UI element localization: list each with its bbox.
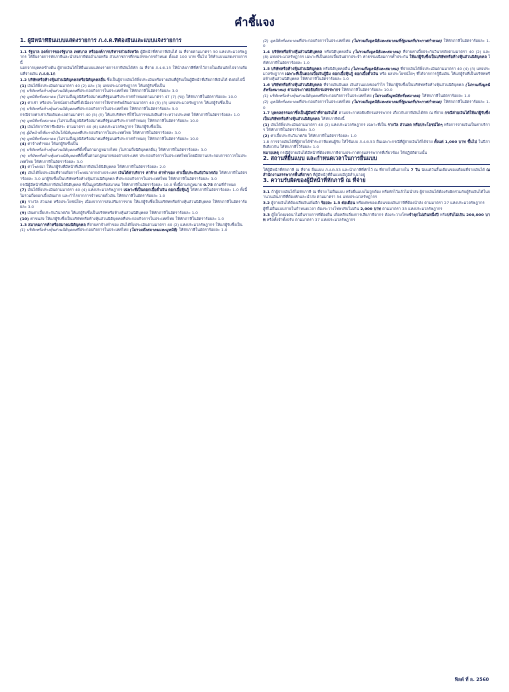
paragraph (20, 170, 247, 181)
text-run: (9) (20, 209, 28, 215)
text-run: ค่าเบี้ยประกันวินาศภัย ให้หักภาษีในอัตราร้อยละ 1.0 (270, 132, 357, 138)
text-run: ณ สำนักงานสรรพากรพื้นที่สาขา (263, 166, 490, 178)
paragraph (263, 38, 490, 49)
right-column (263, 38, 490, 668)
paragraph (263, 200, 490, 205)
text-run: นอกจากบุคคลข้างต้น ผู้จ่ายเงินได้ให้ยื่นแบบแสดงรายการภาษีเงินได้หัก ณ ที่จ่าย ภ.ง.ด.1ก ให้นำส่งภาษีที่หักไว้ภายในเดือนถัดไปจากเดือนที่จ่ายเงิน (20, 65, 247, 76)
paragraph (20, 216, 247, 221)
text-run: กรณีผู้มีหน้าที่เสียภาษีเงินได้นิติบุคคล ที่เป็นมูลนิธิหรือสมาคม ให้หักภาษีในอัตราร้อยละ 10.0 ทั้งนี้ตามกฎหมาย (20, 181, 203, 187)
text-run: 1.2 บริษัทหรือห้างหุ้นส่วนนิติบุคคลหรือนิติบุคคลอื่น (20, 76, 107, 82)
text-run: เงินค่าเบี้ยประกันวินาศภัย ให้แก่ผู้รับซึ่งเป็นบริษัทหรือห้างหุ้นส่วนนิติบุคคล ให้หักภาษีในอัตราร้อยละ 1.0 (27, 209, 198, 215)
paragraph (20, 77, 247, 82)
left-column (20, 38, 247, 668)
text-run: ซึ่งเป็นผู้จ่ายเงินได้พึงประเมินหรือจ่ายเงินที่ผู้รับเป็นผู้มีหน้าที่เสียภาษีเงินได้ ดังต่อไปนี้ (106, 76, 245, 82)
text-run: (2) (263, 132, 271, 138)
text-run: 3.1 (263, 188, 272, 194)
text-run: รางวัล ส่วนลด หรือประโยชน์ใดๆ (387, 121, 443, 127)
paragraph (20, 227, 247, 232)
text-run: (2) มูลนิธิหรือสมาคม (263, 99, 299, 105)
text-run: ให้หักภาษีในอัตราร้อยละ 10.0 (341, 87, 393, 93)
text-run: 0.75 (202, 181, 213, 187)
text-run: ให้หักภาษีในอัตราร้อยละ 1.0 (178, 227, 228, 233)
paragraph (20, 222, 247, 227)
text-run: หรือ (438, 211, 447, 217)
text-run: (6) (20, 170, 28, 176)
paragraph (20, 65, 247, 76)
text-run: หมายเหตุ (263, 149, 281, 155)
text-run: หรือนิติบุคคลอื่น (324, 49, 354, 55)
paragraph (263, 150, 490, 155)
text-run: (2) (20, 100, 28, 106)
text-run: (ก) บริษัทหรือห้างหุ้นส่วนนิติบุคคล (20, 88, 77, 94)
text-run: ผู้ที่ไม่ยื่นแบบภายในกำหนดเวลา ต้องระวางโทษปรับไม่เกิน (263, 206, 361, 212)
text-run: ผู้จ่ายเงินได้ต้องเสียเงินเพิ่มอีก (271, 200, 321, 206)
text-run: ที่ประกอบกิจการในประเทศไทย ให้หักภาษีในอัตราร้อยละ 3.0 (76, 88, 178, 94)
paragraph (263, 93, 490, 98)
paragraph (263, 49, 490, 65)
text-run: 7 วัน (410, 166, 420, 172)
text-run: ตามมาตรา 35 แห่งประมวลรัษฎากร (380, 206, 443, 212)
text-run: 3.3 (263, 211, 272, 217)
paragraph (263, 122, 490, 133)
paragraph (20, 147, 247, 152)
paragraph (263, 167, 490, 178)
text-run: หรือ ผลประโยชน์ใดๆ ที่ได้จากการกู้ยืมเงิน ให้แก่ผู้รับที่เป็นบริษัทหรือห้างหุ้นส่วนนิติบุคคล ให้หักภาษีในอัตราร้อยละ 1.0 (263, 70, 490, 82)
text-run: 1.3 สมาคมการค้าหรือสมาคมนิติบุคคล (20, 221, 86, 227)
paragraph (20, 88, 247, 93)
text-run: 1.6 บริษัทหรือห้างหุ้นส่วนนิติบุคคล (263, 82, 324, 88)
text-run: (ข) บริษัทหรือห้างหุ้นส่วนนิติบุคคล (20, 153, 78, 159)
paragraph (20, 187, 247, 198)
text-run: ในปีภาษีเดียวกัน ให้หักภาษีไว้ร้อยละ 1.0 (263, 138, 490, 149)
text-run: ให้หักภาษีในอัตราร้อยละ 1.0 (263, 54, 490, 65)
text-run: ให้หักภาษีในอัตราร้อยละ 1.0 ทั้งนี้ไม่รวมถึงดอกเบี้ยเงินฝาก และกำไรจากการจำหน่ายตั๋วเงิน ให้หักภาษีในอัตราร้อยละ 1.0 (20, 187, 247, 198)
text-run: ที่จ่ายค่าเบี้ยประกันวินาศภัยตามมาตรา 40 (2) และ (8) แห่งประมวลรัษฎากร เฉพาะที่เป็นดอกเบี้ยเงินฝากประจำ ค่าธรรมเนียมการค้ำประกัน (263, 49, 490, 60)
paragraph (263, 66, 490, 82)
text-run: ที่ตั้งขึ้นตามกฎหมายไทย (ไม่รวมถึงนิติบุคคลอื่น) ให้หักภาษีในอัตราร้อยละ 3.0 (76, 147, 207, 153)
text-run: รางวัล ส่วนลด หรือประโยชน์ใดๆ เนื่องจากการส่งเสริมการขาย ให้แก่ผู้รับซึ่งเป็นบริษัทหรือห้างหุ้นส่วนนิติบุคคล ให้หักภาษีในอัตราร้อยละ 3.0 (20, 198, 247, 209)
text-run: (7) (20, 187, 28, 193)
paragraph (20, 199, 247, 210)
paragraph (263, 110, 490, 121)
text-run: ที่ประกอบกิจการในประเทศไทย ให้หักภาษีในอัตราร้อยละ 5.0 (76, 106, 178, 112)
text-run: ถ้าผู้จ่ายเงินได้ไม่หักภาษี ณ ที่จ่าย ไม่ยื่นแบบ หรือยื่นแบบไม่ถูกต้อง หรือหักไว้แล้วไม่นำส่ง ผู้จ่ายเงินได้ต้องรับผิดร่วมกับผู้รับเงินได้ในจำนวนเงินภาษีที่ต้องหักและนำส่ง ตามมาตรา 54 แห่งประมวลรัษฎากร (263, 188, 490, 200)
text-run: ที่ประกอบกิจการในประเทศไทย ให้หักภาษีในอัตราร้อยละ 3.0 (79, 129, 181, 135)
text-run: เงินได้พึงประเมินที่จ่ายเพื่อการโฆษณาจากต่างประเทศ (27, 170, 119, 176)
text-run: (ก) บริษัทหรือห้างหุ้นส่วนนิติบุคคล (20, 106, 77, 112)
text-run: ให้หักภาษีในอัตราร้อยละ 1.0 (263, 99, 490, 110)
text-run: (ก) ผู้มีหน้าที่เสียภาษีเงินได้นิติบุคคล (20, 129, 80, 135)
text-run: (2) มูลนิธิหรือสมาคม (263, 38, 299, 43)
text-run: ให้หักภาษีในอัตราร้อยละ 3.0 แก่ผู้รับซึ่งเป็นบริษัทหรือห้างหุ้นส่วนนิติบุคคล ที่ประกอบกิจการในประเทศไทย ให้หักภาษีในอัตราร้อยละ 3.0 (20, 170, 247, 181)
text-run: (ไม่รวมถึงมูลนิธิและสมาคม) (351, 65, 401, 71)
text-run: ที่จ่ายเงินได้พึงประเมินตามมาตรา 40 (4) (ก) แห่งประมวลรัษฎากร (263, 65, 490, 76)
text-run: ตามที่กำหนด (212, 181, 236, 187)
text-run: (ข) มูลนิธิหรือสมาคม (20, 94, 57, 100)
text-run: เฉพาะที่เป็นดอกเบี้ยเงินกู้ยืม ดอกเบี้ยหุ้นกู้ ดอกเบี้ยตั๋วเงิน (285, 70, 379, 76)
text-run: ที่ตั้งขึ้นตามกฎหมายของต่างประเทศ ประกอบกิจการในประเทศไทยโดยมีสถานประกอบการถาวรในประเทศไทย ให้หักภาษีในอัตราร้อยละ 3.0 (20, 153, 247, 164)
paragraph (20, 153, 247, 164)
text-run: (ไม่รวมถึงมูลนิธิหรือสมาคมที่รัฐมนตรีประกาศกำหนด) ให้หักภาษีในอัตราร้อยละ 10.0 (56, 135, 199, 141)
text-run: 1.1 รัฐบาล องค์การของรัฐบาล เทศบาล หรือองค์การบริหารส่วนจังหวัด (20, 49, 141, 54)
text-run: 1.5 บริษัทหรือห้างหุ้นส่วนนิติบุคคล (263, 65, 323, 71)
text-run: ให้ผู้มีหน้าที่หักภาษี ณ ที่จ่าย ยื่นแบบ ภ.ง.ด.53 และนำภาษีที่หักไว้ ณ ที่จ่ายไปยื่นภายใน (263, 166, 411, 172)
text-run: เงินได้จากวิชาชีพอิสระ ตามมาตรา 40 (6) แห่งประมวลรัษฎากร ให้แก่ผู้รับซึ่งเป็น (27, 123, 162, 129)
text-run: เงินได้ค่าบริการ ค่าจ้าง ค่าทำของ ค่าเบี้ยประกันภัยวินาศภัย (118, 170, 218, 176)
text-run: (1) บริษัทหรือห้างหุ้นส่วนนิติบุคคล (20, 227, 78, 233)
text-run: ค่าเช่า หรือประโยชน์อย่างอื่นที่ได้เนื่องจากการให้เช่าทรัพย์สินตามมาตรา 40 (5) (ก) แห่งประมวลรัษฎากร ให้แก่ผู้รับซึ่งเป็น (27, 100, 231, 106)
text-run: เงินได้พึงประเมินตามมาตรา 40 (4) แห่งประมวลรัษฎากร (27, 187, 124, 193)
text-run: ผู้ใดโดยเจตนาไม่ยื่นรายการที่ต้องยื่น เพื่อหลีกเลี่ยงการเสียภาษีอากร ต้องระวางโทษ (271, 211, 410, 217)
text-run: กรณีผู้จ่ายเงินได้มีหน้าที่ต้องหักภาษีตามประกาศกรมสรรพากรที่เกี่ยวข้อง ให้ปฏิบัติตามนั้น (280, 149, 428, 155)
text-run: (ข) มูลนิธิหรือสมาคม (20, 135, 57, 141)
text-run: (1) (20, 82, 28, 88)
text-run: ร้อยละ 1.5 ต่อเดือน (320, 200, 356, 206)
paragraph (20, 100, 247, 105)
text-run: ที่ประกอบกิจการในประเทศไทย (320, 93, 373, 99)
text-run: หรือนิติบุคคลอื่น (322, 65, 352, 71)
text-run: ให้หักภาษีในอัตราร้อยละ 1.0 (263, 38, 490, 49)
paragraph (20, 130, 247, 135)
paragraph (20, 112, 247, 117)
text-run: นับแต่วันสิ้นเดือนของเดือนที่จ่ายเงินได้ (419, 166, 487, 172)
text-run: หรือการจ่ายเงินเป็นค่าบริการ ให้หักภาษีในอัตราร้อยละ 3.0 (263, 121, 490, 132)
text-run: ที่ประกอบกิจการในประเทศไทย (77, 227, 130, 233)
text-run: (1) บริษัทหรือห้างหุ้นส่วนนิติบุคคล (263, 93, 321, 99)
paragraph (263, 99, 490, 110)
paragraph (20, 164, 247, 169)
text-run: (ไม่รวมถึงมูลนิธิหรือสมาคม) (263, 82, 490, 93)
text-run: เงินได้พึงประเมินตามมาตรา 40 (2) และ (3) แห่งประมวลรัษฎากร ให้แก่ผู้รับซึ่งเป็น (27, 82, 165, 88)
text-run: 1.8 การจ่ายเงินได้ที่ผู้จ่ายได้ชำระภาษีแทนผู้รับ ให้ใช้แบบ ภ.ง.ด.53 ยื่นเฉพาะกรณีที่ผู้จ่ายเงินได้ได้จ่าย (263, 138, 435, 144)
paragraph (263, 133, 490, 138)
text-run: ตามประกาศอธิบดีกรมสรรพากร (287, 87, 342, 93)
text-run: (10) (20, 215, 31, 221)
text-run: ให้หักภาษีดังนี้ (319, 115, 345, 121)
paragraph (263, 189, 490, 200)
text-run: เฉพาะที่เป็นดอกเบี้ยตั๋วเงิน ดอกเบี้ยหุ้นกู้ (123, 187, 189, 193)
text-run: (ไม่รวมถึงมูลนิธิและสมาคมที่รัฐมนตรีประกาศกำหนด) (351, 99, 444, 105)
text-run: ที่ผู้มีหน้าที่ยื่นแบบมีภูมิลำเนาอยู่ (311, 172, 366, 178)
text-run: (ไม่รวมถึงมูลนิธิหรือสมาคมที่รัฐมนตรีประกาศกำหนดตามมาตรา 47 (7) (ข)) ให้หักภาษีในอัตราร้อยละ 10.0 (56, 94, 237, 100)
paragraph (263, 82, 490, 93)
text-run: ภ.ง.ด.1ก (37, 70, 56, 76)
text-run: ค่าจ้างทำของ ให้แก่ผู้รับซึ่งเป็น (27, 141, 79, 147)
text-run: (ไม่รวมถึงมูลนิธิและสมาคม) (353, 49, 403, 55)
text-run: ที่ประกอบกิจการในประเทศไทย (298, 99, 352, 105)
text-run: (3) (20, 123, 28, 129)
text-run: ค่าขนส่ง ให้แก่ผู้รับซึ่งเป็นบริษัทหรือห้างหุ้นส่วนนิติบุคคลที่ประกอบกิจการในประเทศไทย ให้หักภาษีในอัตราร้อยละ 1.0 (30, 215, 224, 221)
text-run: ให้แก่ผู้รับซึ่งเป็นบริษัทหรือห้างหุ้นส่วนนิติบุคคล (408, 54, 487, 60)
section-heading: 3. ความรับผิดของผู้มีหน้าที่หักภาษี ณ ที่จ่าย (263, 178, 490, 187)
text-run: จำคุกไม่เกินหนึ่งปี (409, 211, 439, 217)
text-run: 3.2 (263, 200, 272, 206)
paragraph (20, 83, 247, 88)
text-run: (4) (20, 141, 28, 147)
paragraph (20, 94, 247, 99)
text-run: เงินได้พึงประเมินตามมาตรา 40 (2) แห่งประมวลรัษฎากร เฉพาะที่เป็น (270, 121, 388, 127)
form-footer-code: ฟิลด์ ที่ ล. 2560 (454, 678, 489, 683)
paragraph (20, 106, 247, 111)
text-run: ค่าโฆษณา ให้แก่ผู้รับที่มีหน้าที่เสียภาษีเงินได้นิติบุคคล ให้หักภาษีในอัตราร้อยละ 2.0 (27, 164, 166, 170)
text-run: ที่ประกอบกิจการในประเทศไทย (299, 38, 353, 43)
paragraph (20, 141, 247, 146)
paragraph (20, 124, 247, 129)
paragraph (20, 49, 247, 65)
text-run: (8) (20, 198, 28, 204)
text-run: ที่จ่ายเงินปันผล เงินส่วนแบ่งของกำไร ให้แก่ผู้รับซึ่งเป็นบริษัทหรือห้างหุ้นส่วนนิติบุคคล (323, 82, 466, 88)
text-run: ตามประกาศอธิบดีกรมสรรพากร เกี่ยวกับภาษีเงินได้หัก ณ ที่จ่าย (338, 110, 445, 116)
section-heading: 2. สถานที่ยื่นแบบ และกำหนดเวลาในการยื่นแบบ (263, 156, 490, 165)
paragraph (263, 139, 490, 150)
section-heading: 1. ผู้มีหน้าที่ยื่นแบบแสดงรายการ ภ.ง.ด.ที่ต้องยื่นและแบบแจ้งรายการ (20, 38, 247, 47)
text-run: (ไม่รวมถึงสมาคมและมูลนิธิ) (129, 227, 179, 233)
text-run: 1.4 บริษัทหรือห้างหุ้นส่วนนิติบุคคล (263, 49, 325, 55)
text-run: (ก) บริษัทหรือห้างหุ้นส่วนนิติบุคคล (20, 147, 77, 153)
text-run: (ข) มูลนิธิหรือสมาคม (20, 117, 57, 123)
paragraph (263, 212, 490, 223)
text-run: กรณีจ่ายค่าเช่าเรือเดินทะเลตามมาตรา 40 (5) (ก) ให้แก่บริษัทฯ ที่ใช้ในการขนส่งสินค้าระหว่างประเทศ ให้หักภาษีในอัตราร้อยละ 1.0 (20, 112, 240, 118)
text-run: ตั้งแต่ 1,000 บาท ขึ้นไป (434, 138, 477, 144)
text-run: (5) (20, 164, 28, 170)
text-run: ผู้มีหน้าที่หักภาษีเงินได้ ณ ที่จ่ายตามมาตรา 50 แห่งประมวลรัษฎากร ให้ยื่นรายการหักภาษีและนำส่งภาษีต่ออำเภอหรือ ส่วนราชการที่กรมสรรพากรกำหนด ตั้งแต่ 100 บาท ขึ้นไป ให้ทำแบบแสดงรายการนี้ (20, 49, 247, 65)
text-run: (1) (263, 121, 271, 127)
paragraph (263, 206, 490, 211)
text-run: ปรับไม่เกิน 200,000 บาท (263, 211, 490, 223)
text-run: ที่จ่ายค่าจ้างทำของ เงินได้พึงประเมินตามมาตรา 40 (2) แห่งประมวลรัษฎากร ให้แก่ผู้รับซึ่งเป็น (85, 221, 243, 227)
text-run: 2,000 บาท (360, 206, 381, 212)
text-run: กรณีจ่ายเงินได้ให้แก่ผู้รับซึ่งเป็นบริษัทหรือห้างหุ้นส่วนนิติบุคคล (263, 110, 490, 121)
text-run: ให้หักภาษีในอัตราร้อยละ 1.0 (421, 93, 471, 99)
text-run: หรือเศษของเดือนของเงินภาษีที่ต้องนำส่ง ตามมาตรา 27 แห่งประมวลรัษฎากร (355, 200, 485, 206)
text-run: (ไม่รวมถึงมูลนิธิและสมาคมที่รัฐมนตรีประกาศกำหนด) (352, 38, 442, 43)
paragraph (20, 118, 247, 123)
text-run: (ไม่รวมถึงมูลนิธิหรือสมาคม) (372, 93, 422, 99)
text-run: (ไม่รวมถึงมูลนิธิหรือสมาคมที่รัฐมนตรีประกาศกำหนด) ให้หักภาษีในอัตราร้อยละ 10.0 (56, 117, 199, 123)
page-title: คำชี้แจง (234, 16, 275, 29)
text-run: หรือทั้งจำทั้งปรับ ตามมาตรา 37 แห่งประมวลรัษฎากร (265, 217, 356, 223)
paragraph (20, 210, 247, 215)
text-run: 1.7 บุคคลธรรมดาซึ่งเป็นผู้มีหน้าที่จ่ายเงินได้ (263, 110, 339, 116)
